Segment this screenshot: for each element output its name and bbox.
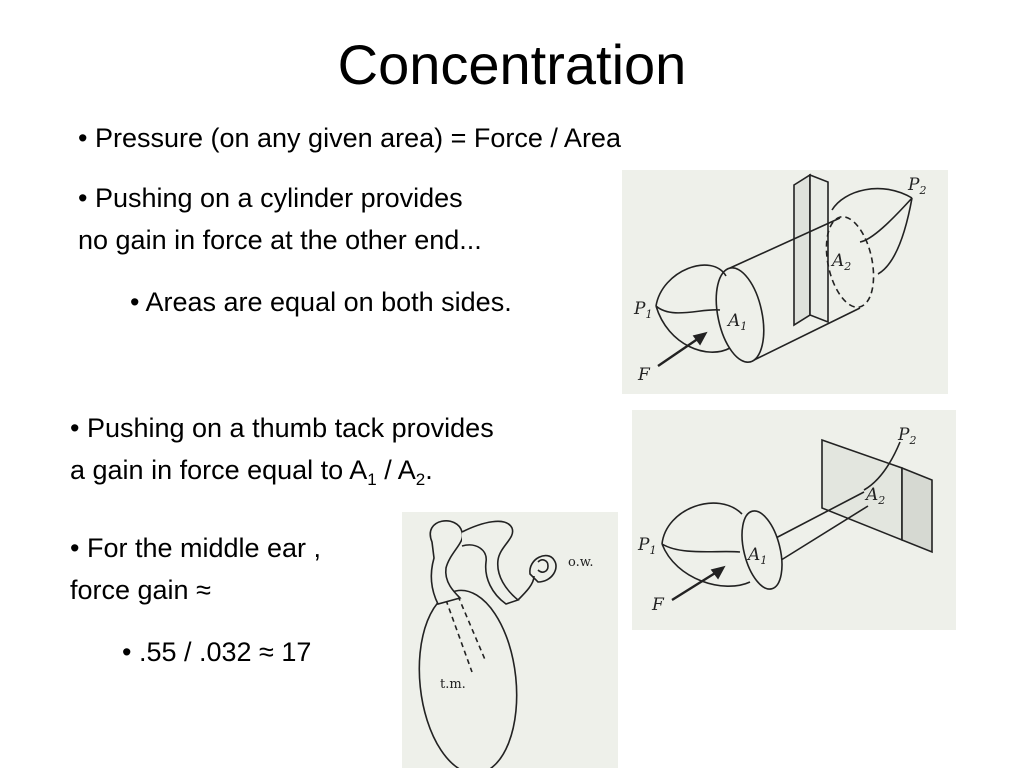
tack-label-a1: $A_1$ [748,545,768,567]
label-a1: $A_1$ [728,311,748,333]
tack-label-a2: $A_2$ [866,485,886,507]
manubrium [446,596,486,672]
bullet-tack-line1: • Pushing on a thumb tack provides [70,413,494,443]
cylinder-plate-side [794,175,810,325]
label-a2: $A_2$ [832,251,852,273]
bullet-cylinder-line2: no gain in force at the other end... [78,225,482,255]
bullet-ear-line2: force gain ≈ [70,575,211,605]
tack-plate-side [902,468,932,552]
label-p1: $P_1$ [634,299,653,321]
bullet-cylinder-line1: • Pushing on a cylinder provides [78,183,463,213]
tack-sub-2: 2 [415,470,426,489]
tack-label-p2: $P_2$ [898,425,917,447]
tack-label-f: F [652,595,664,615]
label-p2: $P_2$ [908,175,927,197]
tack-p1-arrows [662,503,750,586]
label-ow: o.w. [568,555,594,570]
tympanic-membrane [411,585,526,768]
malleus [430,521,462,604]
tack-label-p1: $P_1$ [638,535,657,557]
label-tm: t.m. [440,677,466,692]
cylinder-figure [622,170,948,394]
tack-plate-top [822,440,902,540]
stapes [518,556,556,600]
tack-text-mid: / A [376,455,416,485]
tack-text-end: . [425,455,433,485]
ear-figure [402,512,618,768]
cylinder-plate-face [810,175,828,322]
tack-text-prefix: a gain in force equal to A [70,455,368,485]
tack-force-arrowhead [712,567,724,578]
slide-title: Concentration [337,33,687,96]
tack-sub-1: 1 [367,470,377,489]
bullet-tack-line2 [70,450,433,491]
tack-head-a1 [735,507,789,593]
bullet-ear-line1: • For the middle ear , [70,533,322,563]
bullet-ratio: • .55 / .032 ≈ 17 [122,637,312,667]
force-arrowhead [694,333,706,344]
label-f: F [638,365,650,385]
bullet-areas-equal: • Areas are equal on both sides. [130,287,512,317]
bullet-pressure: • Pressure (on any given area) = Force / Area [78,123,621,153]
tack-figure [632,410,956,630]
